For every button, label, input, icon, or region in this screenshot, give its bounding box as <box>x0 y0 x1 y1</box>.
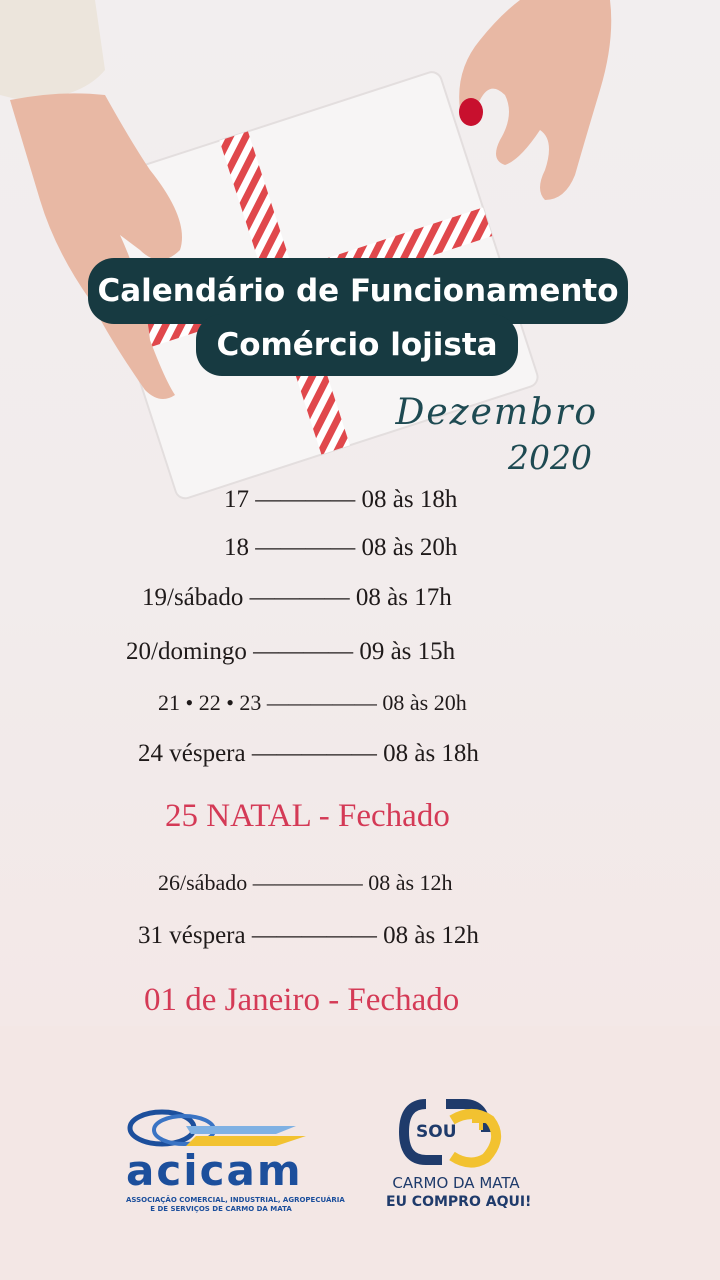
closed-natal: 25 NATAL - Fechado <box>165 798 450 834</box>
sou-badge: SOU <box>416 1122 457 1142</box>
schedule-row: 31 véspera ————— 08 às 12h <box>138 922 479 949</box>
schedule-row: 19/sábado ———— 08 às 17h <box>142 584 452 611</box>
acicam-subtitle-line2: E DE SERVIÇOS DE CARMO DA MATA <box>150 1205 292 1213</box>
schedule-row: 24 véspera ————— 08 às 18h <box>138 740 479 767</box>
footer <box>0 1026 720 1280</box>
schedule-row: 18 ———— 08 às 20h <box>224 534 458 561</box>
title-banner-line1: Calendário de Funcionamento <box>88 258 628 324</box>
acicam-subtitle-line1: ASSOCIAÇÃO COMERCIAL, INDUSTRIAL, AGROPECUÁRIA <box>126 1196 345 1204</box>
acicam-wordmark: acicam <box>126 1146 303 1195</box>
schedule-row: 21 • 22 • 23 ————— 08 às 20h <box>158 690 467 715</box>
schedule-row: 26/sábado ————— 08 às 12h <box>158 870 453 895</box>
acicam-logo <box>126 1106 345 1216</box>
schedule-row: 17 ———— 08 às 18h <box>224 486 458 513</box>
sou-city: CARMO DA MATA <box>392 1174 520 1192</box>
sou-slogan: EU COMPRO AQUI! <box>386 1194 532 1210</box>
month-label: Dezembro <box>395 392 598 433</box>
year-label: 2020 <box>508 438 592 477</box>
title-banner-line2: Comércio lojista <box>196 314 518 376</box>
schedule-row: 20/domingo ———— 09 às 15h <box>126 638 456 665</box>
closed-janeiro: 01 de Janeiro - Fechado <box>144 982 460 1018</box>
sou-mais-logo <box>386 1098 532 1218</box>
